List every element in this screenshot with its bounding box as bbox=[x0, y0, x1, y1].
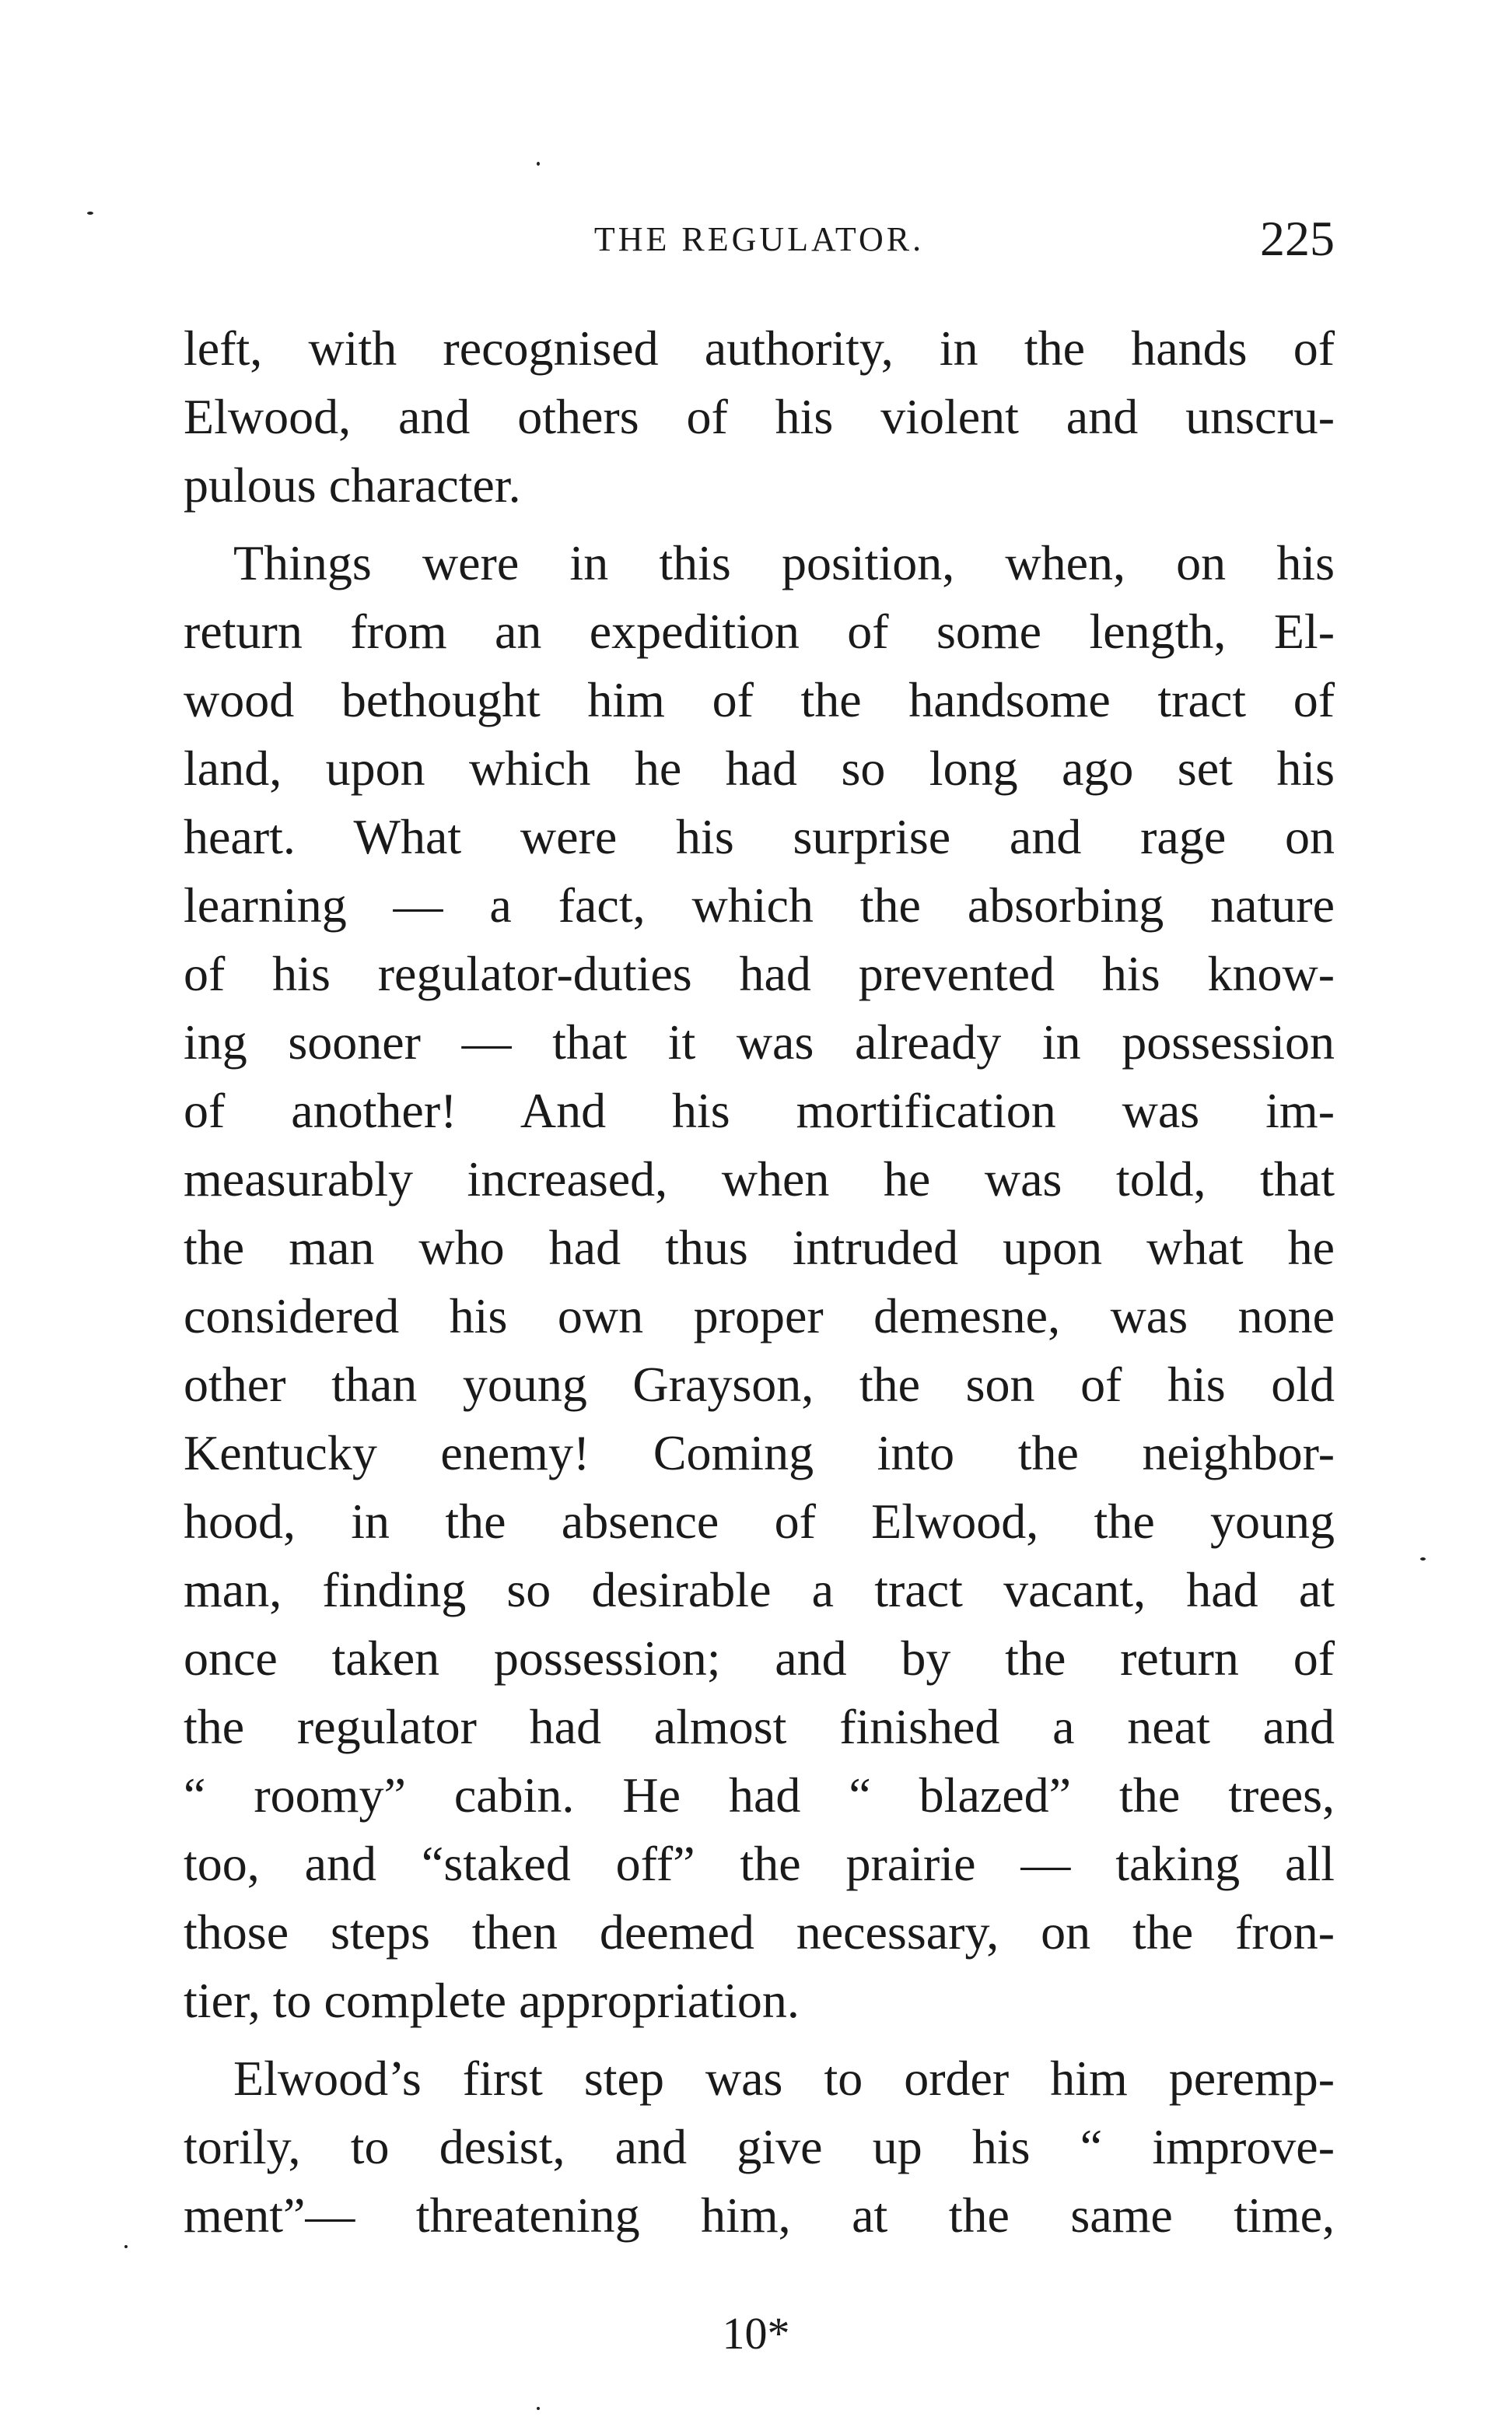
text-line: Things were in this position, when, on his bbox=[233, 535, 1335, 590]
scan-speck bbox=[87, 212, 93, 215]
running-title: THE REGULATOR. bbox=[593, 220, 925, 258]
page-number: 225 bbox=[1260, 211, 1335, 266]
text-line: too, and “staked off” the prairie — taking all bbox=[184, 1836, 1335, 1891]
signature-mark: 10* bbox=[722, 2308, 790, 2359]
text-line: those steps then deemed necessary, on the fron- bbox=[184, 1904, 1335, 1960]
text-line: other than young Grayson, the son of his old bbox=[184, 1357, 1335, 1412]
text-line: return from an expedition of some length, El- bbox=[184, 604, 1335, 659]
text-line: Elwood’s first step was to order him peremp- bbox=[233, 2051, 1335, 2106]
text-line: man, finding so desirable a tract vacant, had at bbox=[184, 1562, 1335, 1617]
scan-speck bbox=[124, 2245, 128, 2248]
text-line: pulous character. bbox=[184, 457, 521, 513]
text-line: Kentucky enemy! Coming into the neighbor- bbox=[184, 1425, 1335, 1480]
scan-speck bbox=[537, 162, 540, 166]
scan-speck bbox=[1420, 1557, 1426, 1561]
text-line: of his regulator-duties had prevented his know- bbox=[184, 946, 1335, 1001]
text-line: Elwood, and others of his violent and unscru- bbox=[184, 389, 1335, 444]
text-line: wood bethought him of the handsome tract of bbox=[184, 672, 1335, 727]
text-line: tier, to complete appropriation. bbox=[184, 1973, 800, 2028]
body-text bbox=[184, 314, 1335, 2250]
text-line: hood, in the absence of Elwood, the young bbox=[184, 1494, 1335, 1549]
text-line: heart. What were his surprise and rage on bbox=[184, 809, 1335, 864]
text-line: land, upon which he had so long ago set his bbox=[184, 741, 1335, 796]
text-line: torily, to desist, and give up his “ improve- bbox=[184, 2119, 1335, 2174]
text-line: the man who had thus intruded upon what he bbox=[184, 1220, 1335, 1275]
running-head bbox=[184, 210, 1335, 272]
scan-speck bbox=[537, 2407, 540, 2410]
text-line: ment”— threatening him, at the same time, bbox=[184, 2188, 1335, 2243]
text-line: measurably increased, when he was told, that bbox=[184, 1151, 1335, 1207]
text-line: “ roomy” cabin. He had “ blazed” the trees, bbox=[184, 1767, 1335, 1823]
text-line: learning — a fact, which the absorbing nature bbox=[184, 877, 1335, 933]
text-line: once taken possession; and by the return of bbox=[184, 1631, 1335, 1686]
text-line: of another! And his mortification was im- bbox=[184, 1083, 1335, 1138]
text-line: ing sooner — that it was already in possession bbox=[184, 1014, 1335, 1070]
text-line: considered his own proper demesne, was none bbox=[184, 1288, 1335, 1343]
text-line: the regulator had almost finished a neat and bbox=[184, 1699, 1335, 1754]
text-line: left, with recognised authority, in the hands of bbox=[184, 321, 1335, 376]
